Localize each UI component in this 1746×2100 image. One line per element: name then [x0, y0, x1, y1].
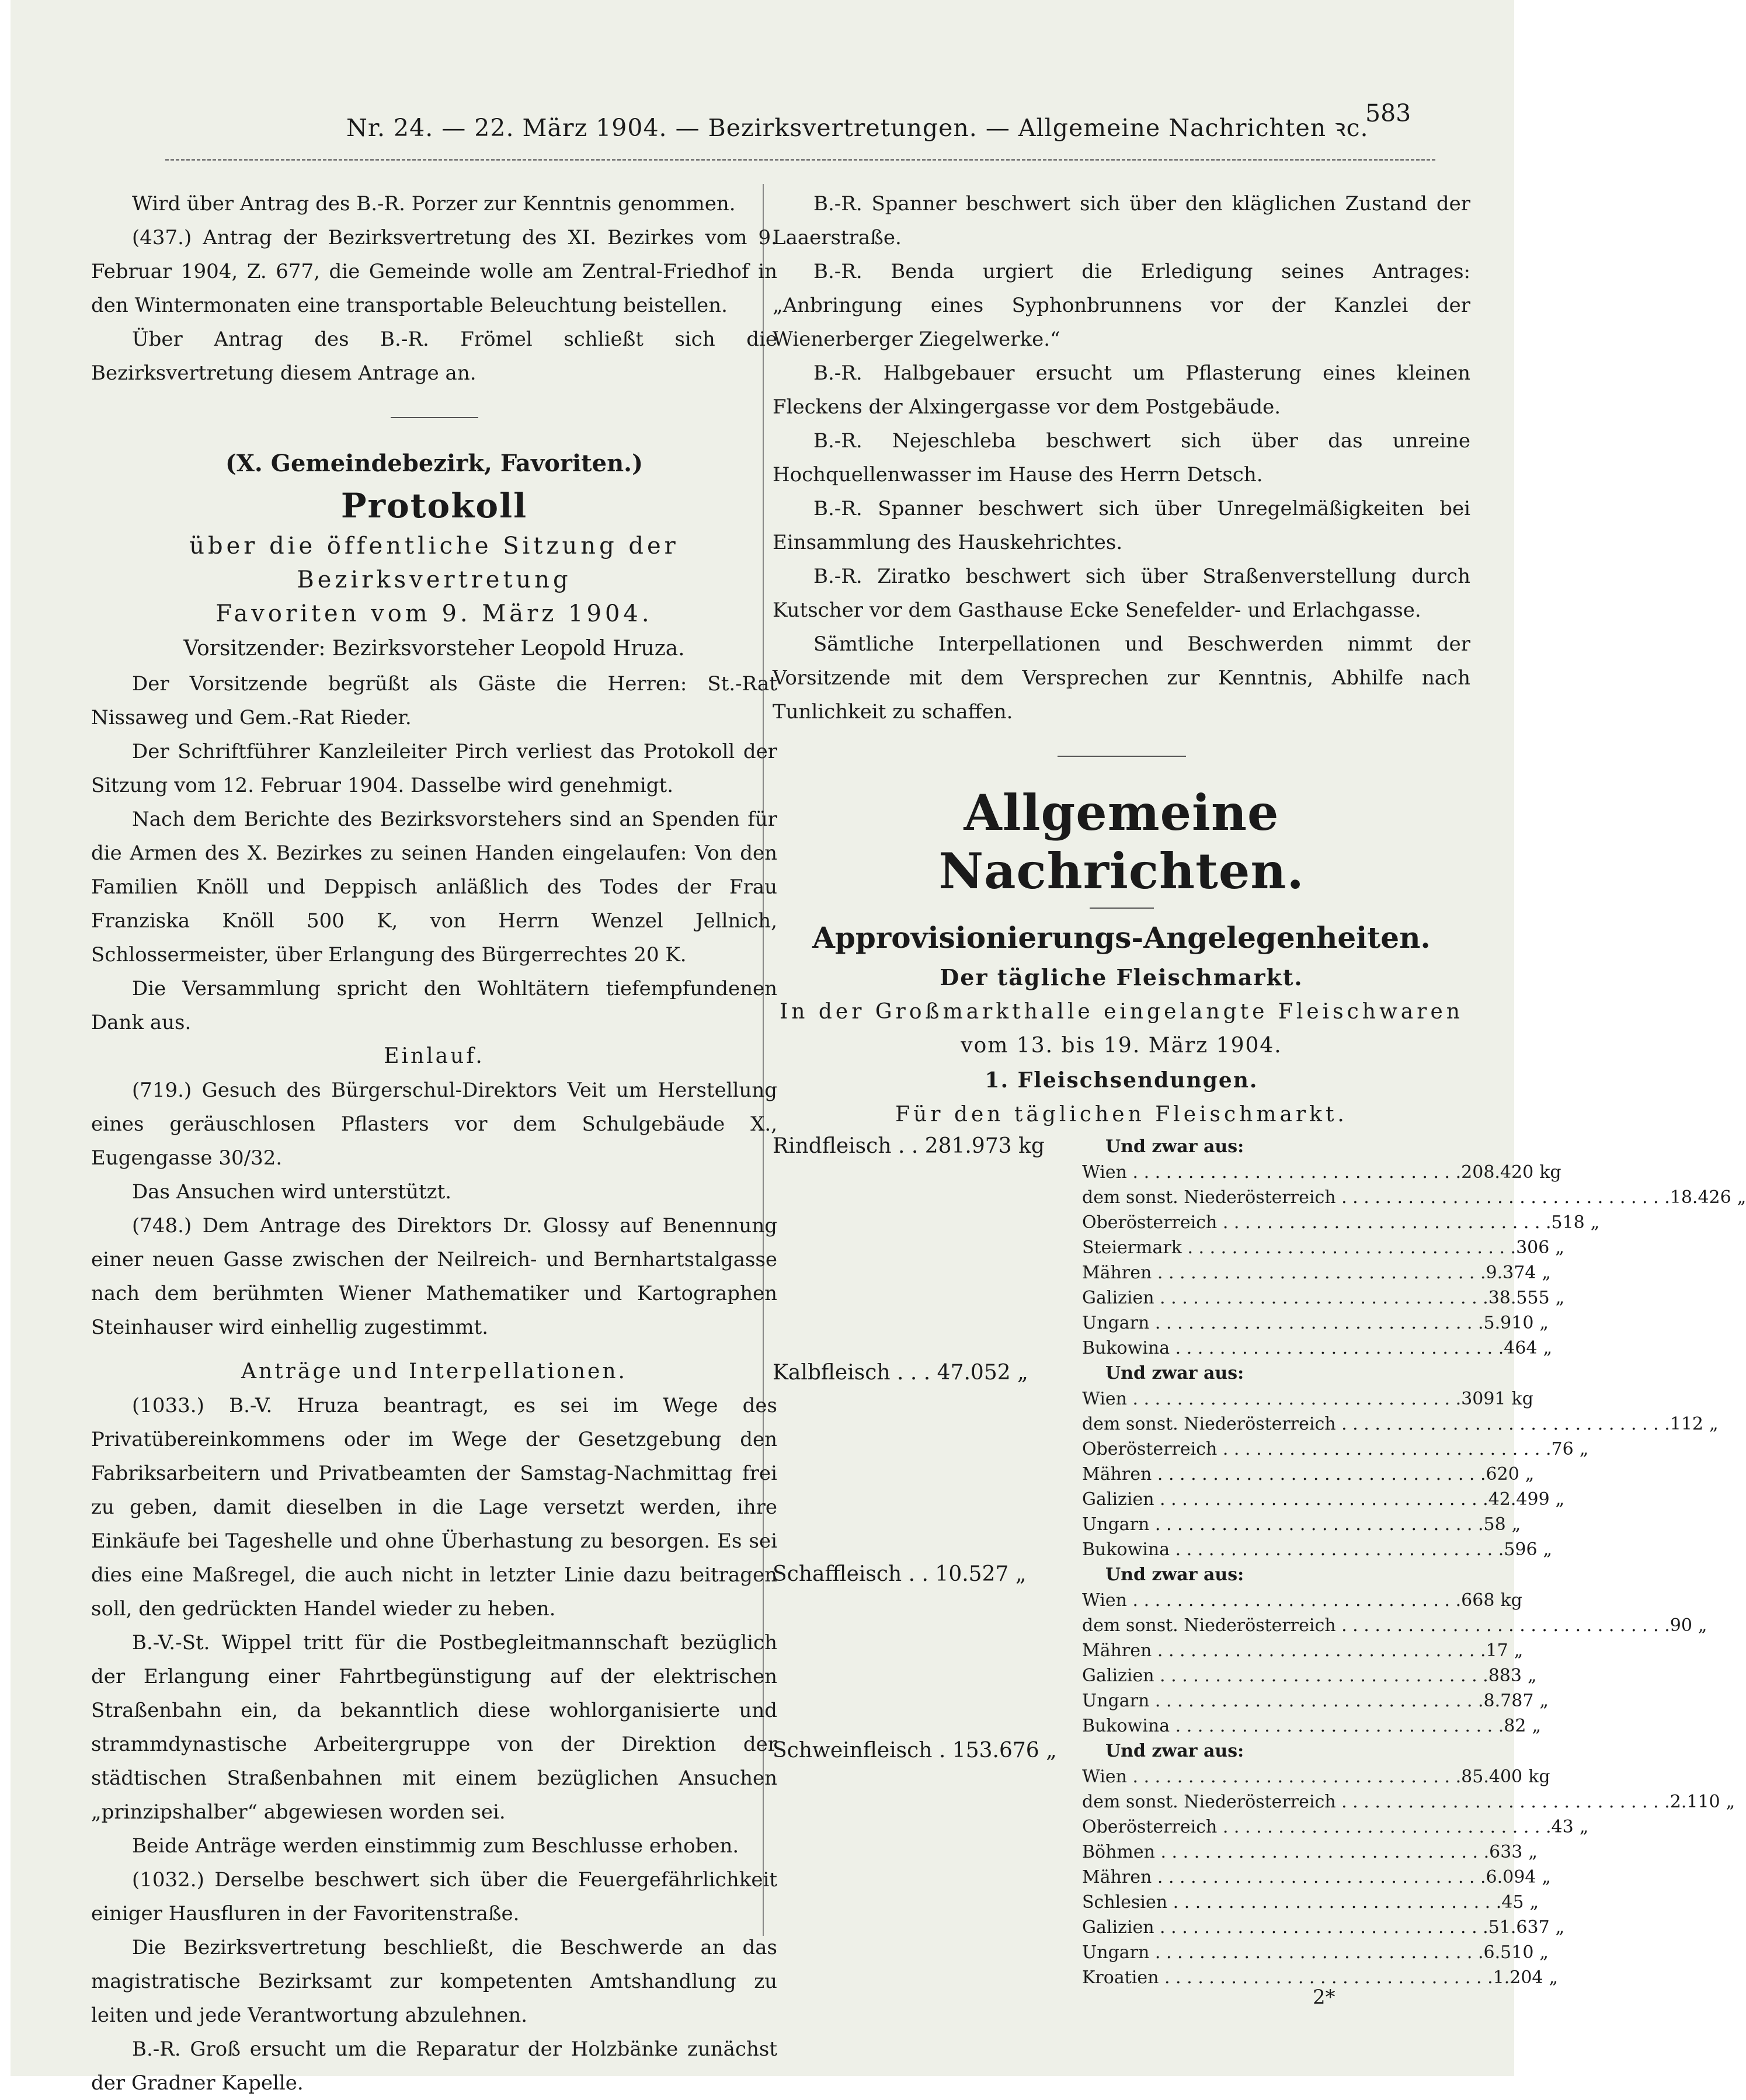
amount: 85.400	[1461, 1767, 1523, 1787]
paragraph: Das Ansuchen wird unterstützt.	[132, 1180, 452, 1204]
origin: Mähren . . .	[1082, 1865, 1486, 1890]
table-row	[1082, 1638, 1524, 1663]
origin: Oberösterreich . . .	[1082, 1814, 1552, 1840]
unit: „	[1579, 1439, 1589, 1459]
table-row	[1082, 1588, 1522, 1613]
paragraph: Über Antrag des B.-R. Frömel schließt sich die Bezirksvertretung diesem Antrage an.	[91, 328, 777, 385]
amount: 2.110	[1670, 1792, 1720, 1812]
unit: „	[1543, 1338, 1553, 1358]
origin: Ungarn . . .	[1082, 1688, 1484, 1713]
amount: 306	[1516, 1237, 1550, 1258]
origin: Galizien . . .	[1082, 1915, 1488, 1940]
paragraph: (1033.) B.-V. Hruza beantragt, es sei im Wege des Privatübereinkommens oder im Wege der Gesetzgebung den Fabriksarbeitern und Privatbeamten der Samstag-Nachmittag frei zu geben, damit dieselben in die Lage versetzt werden, ihre Einkäufe bei Tageshelle und ohne Überhastung zu besorgen. Es sei dies eine Maßregel, die auch nicht in letzter Linie dazu beitragen soll, den gedrückten Handel wieder zu heben.	[91, 1394, 777, 1621]
market-heading: Der tägliche Fleischmarkt.	[940, 964, 1303, 990]
amount: 51.637	[1488, 1917, 1550, 1938]
amount: 3091	[1461, 1389, 1506, 1409]
amount: 208.420	[1461, 1162, 1534, 1183]
amount: 82	[1504, 1716, 1526, 1736]
origin: Bukowina . . .	[1082, 1336, 1504, 1361]
news-title: Allgemeine Nachrichten.	[938, 784, 1305, 900]
origin: Wien . . .	[1082, 1764, 1461, 1789]
unit: „	[1555, 1917, 1565, 1938]
paragraph: Der Schriftführer Kanzleileiter Pirch verliest das Protokoll der Sitzung vom 12. Februar 1904. Dasselbe wird genehmigt.	[91, 740, 777, 797]
unit: „	[1555, 1288, 1565, 1308]
amount: 90	[1670, 1615, 1692, 1636]
signature-mark: 2*	[1313, 1986, 1335, 2009]
amount: 464	[1504, 1338, 1538, 1358]
table-row	[1082, 1185, 1746, 1210]
origin: dem sonst. Niederösterreich . . .	[1082, 1185, 1670, 1210]
table-row	[1082, 1411, 1719, 1437]
unit: „	[1543, 1539, 1553, 1560]
chair-line: Vorsitzender: Bezirksvorsteher Leopold Hruza.	[183, 637, 685, 660]
table-row	[1082, 1437, 1589, 1462]
paragraph: Die Bezirksvertretung beschließt, die Beschwerde an das magistratische Bezirksamt zur kompetenten Amtshandlung zu leiten und jede Verantwortung abzulehnen.	[91, 1936, 777, 2027]
origin: Steiermark . . .	[1082, 1235, 1516, 1260]
unit: „	[1532, 1716, 1541, 1736]
origin: Mähren . . .	[1082, 1260, 1486, 1285]
origin: Wien . . .	[1082, 1588, 1461, 1613]
unit: „	[1514, 1640, 1524, 1661]
unit: „	[1527, 1666, 1537, 1686]
paragraph: B.-R. Halbgebauer ersucht um Pflasterung eines kleinen Fleckens der Alxingergasse vor dem Postgebäude.	[773, 361, 1470, 419]
unit: „	[1555, 1237, 1564, 1258]
amount: 1.204	[1493, 1967, 1543, 1988]
paragraph: Der Vorsitzende begrüßt als Gäste die Herren: St.-Rat Nissaweg und Gem.-Rat Rieder.	[91, 672, 777, 729]
subsection-subheading: Für den täglichen Fleischmarkt.	[895, 1103, 1348, 1127]
market-intro-dates: vom 13. bis 19. März 1904.	[961, 1034, 1282, 1058]
paragraph: B.-R. Groß ersucht um die Reparatur der Holzbänke zunächst der Gradner Kapelle.	[91, 2038, 777, 2095]
table-row	[1082, 1613, 1707, 1638]
origin: Ungarn . . .	[1082, 1310, 1484, 1336]
market-intro: In der Großmarkthalle eingelangte Fleischwaren	[780, 1000, 1463, 1024]
origin: Bukowina . . .	[1082, 1537, 1504, 1562]
amount: 668	[1461, 1590, 1495, 1611]
meat-group	[773, 1361, 1719, 1562]
unit: kg	[1539, 1162, 1561, 1183]
origin-caption: Und zwar aus:	[1105, 1564, 1244, 1585]
paragraph: (748.) Dem Antrage des Direktors Dr. Glossy auf Benennung einer neuen Gasse zwischen der Neilreich- und Bernhartstalgasse nach dem berühmten Wiener Mathematiker und Kartographen Steinhauser wird einhellig zugestimmt.	[91, 1214, 777, 1339]
origin: dem sonst. Niederösterreich . . .	[1082, 1613, 1670, 1638]
table-row	[1082, 1764, 1550, 1789]
meat-type-total: Schaffleisch . . 10.527 „	[773, 1562, 1027, 1586]
meat-table	[773, 1134, 1746, 1990]
unit: „	[1726, 1792, 1735, 1812]
amount: 620	[1486, 1464, 1519, 1484]
origin: Wien . . .	[1082, 1386, 1461, 1411]
right-column	[773, 187, 1746, 1990]
amount: 518	[1551, 1212, 1585, 1233]
amount: 8.787	[1483, 1691, 1534, 1711]
unit: „	[1539, 1313, 1549, 1333]
section-heading-einlauf: Einlauf.	[384, 1044, 485, 1068]
origin: Oberösterreich . . .	[1082, 1437, 1552, 1462]
table-row	[1082, 1537, 1553, 1562]
amount: 112	[1670, 1414, 1703, 1434]
amount: 17	[1486, 1640, 1508, 1661]
meat-group	[773, 1739, 1735, 1990]
table-row	[1082, 1865, 1551, 1890]
unit: „	[1539, 1691, 1549, 1711]
origin-caption: Und zwar aus:	[1105, 1136, 1244, 1157]
paragraph: Beide Anträge werden einstimmig zum Beschlusse erhoben.	[132, 1834, 739, 1858]
running-header: Nr. 24. — 22. März 1904. — Bezirksvertretungen. — Allgemeine Nachrichten ꝛc.	[346, 114, 1369, 142]
amount: 45	[1501, 1892, 1524, 1913]
amount: 43	[1551, 1817, 1574, 1837]
header-rule	[165, 159, 1435, 161]
origin: dem sonst. Niederösterreich . . .	[1082, 1411, 1670, 1437]
section-heading-antraege: Anträge und Interpellationen.	[241, 1360, 627, 1383]
origin: Schlesien . . .	[1082, 1890, 1501, 1915]
table-row	[1082, 1235, 1564, 1260]
paragraph: Die Versammlung spricht den Wohltätern tiefempfundenen Dank aus.	[91, 977, 777, 1034]
paragraph: Nach dem Berichte des Bezirksvorstehers sind an Spenden für die Armen des X. Bezirkes zu seinen Handen eingelaufen: Von den Familien Knöll und Deppisch anläßlich des Todes der Frau Franziska Knöll 500 K, von Herrn Wenzel Jellnich, Schlossermeister, über Erlangung des Bürgerrechtes 20 K.	[91, 808, 777, 966]
origin: Galizien . . .	[1082, 1487, 1488, 1512]
table-row	[1082, 1890, 1539, 1915]
amount: 6.510	[1483, 1942, 1534, 1963]
unit: „	[1590, 1212, 1600, 1233]
unit: „	[1709, 1414, 1719, 1434]
meat-type-total: Schweinfleisch . 153.676 „	[773, 1739, 1057, 1762]
origin: Bukowina . . .	[1082, 1713, 1504, 1739]
paragraph: B.-R. Spanner beschwert sich über Unregelmäßigkeiten bei Einsammlung des Hauskehrichtes.	[773, 497, 1470, 554]
table-row	[1082, 1512, 1521, 1537]
paragraph: B.-R. Nejeschleba beschwert sich über das unreine Hochquellenwasser im Hause des Herrn Detsch.	[773, 429, 1470, 486]
table-row	[1082, 1713, 1541, 1739]
unit: „	[1528, 1842, 1538, 1862]
origin-caption: Und zwar aus:	[1105, 1363, 1244, 1383]
unit: „	[1511, 1514, 1521, 1535]
unit: „	[1542, 1263, 1551, 1283]
unit: „	[1579, 1817, 1589, 1837]
table-row	[1082, 1814, 1589, 1840]
origin: Ungarn . . .	[1082, 1940, 1484, 1965]
unit: „	[1555, 1489, 1565, 1510]
meat-group	[773, 1134, 1746, 1361]
origin: Kroatien . . .	[1082, 1965, 1493, 1990]
table-row	[1082, 1663, 1537, 1688]
table-row	[1082, 1210, 1600, 1235]
paragraph: B.-R. Ziratko beschwert sich über Straßenverstellung durch Kutscher vor dem Gasthause Ecke Senefelder- und Erlachgasse.	[773, 565, 1470, 622]
origin-caption: Und zwar aus:	[1105, 1741, 1244, 1761]
amount: 58	[1483, 1514, 1506, 1535]
protocol-title: Protokoll	[340, 486, 528, 526]
table-row	[1082, 1915, 1565, 1940]
table-row	[1082, 1260, 1551, 1285]
paragraph: (719.) Gesuch des Bürgerschul-Direktors Veit um Herstellung eines geräuschlosen Pflasters vor dem Schulgebäude X., Eugengasse 30/32.	[91, 1079, 777, 1170]
origin: Böhmen . . .	[1082, 1840, 1489, 1865]
section-divider	[391, 417, 478, 418]
protocol-subtitle: über die öffentliche Sitzung der Bezirksvertretung	[189, 533, 679, 593]
amount: 596	[1504, 1539, 1538, 1560]
paragraph: B.-R. Benda urgiert die Erledigung seines Antrages: „Anbringung eines Syphonbrunnens vor der Kanzlei der Wienerberger Ziegelwerke.“	[773, 260, 1470, 351]
table-row	[1082, 1386, 1533, 1411]
amount: 633	[1489, 1842, 1523, 1862]
origin: dem sonst. Niederösterreich . . .	[1082, 1789, 1670, 1814]
paragraph: B.-V.-St. Wippel tritt für die Postbegleitmannschaft bezüglich der Erlangung einer Fahrtbegünstigung auf der elektrischen Straßenbahn ein, da bekanntlich diese wohlorganisierte und strammdynastische Arbeitergruppe von der Direktion der städtischen Straßenbahnen mit einem bezüglichen Ansuchen „prinzipshalber“ abgewiesen worden sei.	[91, 1631, 777, 1824]
protocol-subtitle-date: Favoriten vom 9. März 1904.	[215, 600, 653, 627]
origin: Wien . . .	[1082, 1160, 1461, 1185]
table-row	[1082, 1965, 1559, 1990]
table-row	[1082, 1940, 1549, 1965]
meat-group	[773, 1562, 1707, 1739]
unit: kg	[1511, 1389, 1533, 1409]
table-row	[1082, 1310, 1549, 1336]
paragraph: Wird über Antrag des B.-R. Porzer zur Kenntnis genommen.	[132, 192, 736, 215]
paragraph: Sämtliche Interpellationen und Beschwerden nimmt der Vorsitzende mit dem Versprechen zur Kenntnis, Abhilfe nach Tunlichkeit zu schaffen.	[773, 632, 1470, 724]
amount: 42.499	[1488, 1489, 1550, 1510]
paragraph: B.-R. Spanner beschwert sich über den kläglichen Zustand der Laaerstraße.	[773, 192, 1470, 249]
paper-background	[11, 0, 1746, 2095]
amount: 9.374	[1486, 1263, 1536, 1283]
newspaper-page	[57, 0, 1746, 2095]
table-row	[1082, 1789, 1735, 1814]
unit: „	[1529, 1892, 1539, 1913]
table-row	[1082, 1840, 1538, 1865]
section-title: Approvisionierungs-Angelegenheiten.	[812, 920, 1431, 955]
table-row	[1082, 1336, 1553, 1361]
table-row	[1082, 1487, 1565, 1512]
unit: kg	[1500, 1590, 1522, 1611]
meat-type-total: Rindfleisch . . 281.973 kg	[773, 1134, 1045, 1158]
origin: Mähren . . .	[1082, 1462, 1486, 1487]
origin: Galizien . . .	[1082, 1663, 1488, 1688]
amount: 18.426	[1670, 1187, 1731, 1208]
amount: 38.555	[1488, 1288, 1550, 1308]
page-number: 583	[1365, 99, 1411, 127]
origin: Oberösterreich . . .	[1082, 1210, 1552, 1235]
paragraph: (437.) Antrag der Bezirksvertretung des XI. Bezirkes vom 9. Februar 1904, Z. 677, die Gemeinde wolle am Zentral-Friedhof in den Wintermonaten eine transportable Beleuchtung beistellen.	[91, 226, 777, 317]
table-row	[1082, 1462, 1535, 1487]
paragraph: (1032.) Derselbe beschwert sich über die Feuergefährlichkeit einiger Hausfluren in der Favoritenstraße.	[91, 1868, 777, 1925]
origin: Mähren . . .	[1082, 1638, 1486, 1663]
unit: „	[1737, 1187, 1746, 1208]
unit: „	[1539, 1942, 1549, 1963]
unit: „	[1525, 1464, 1535, 1484]
amount: 6.094	[1486, 1867, 1536, 1887]
meat-type-total: Kalbfleisch . . . 47.052 „	[773, 1361, 1028, 1385]
origin: Ungarn . . .	[1082, 1512, 1484, 1537]
table-row	[1082, 1688, 1549, 1713]
subsection-heading: 1. Fleischsendungen.	[985, 1068, 1258, 1093]
district-heading: (X. Gemeindebezirk, Favoriten.)	[225, 450, 644, 477]
section-divider	[1058, 756, 1186, 757]
amount: 5.910	[1483, 1313, 1534, 1333]
unit: „	[1542, 1867, 1551, 1887]
table-row	[1082, 1285, 1565, 1310]
unit: „	[1549, 1967, 1559, 1988]
amount: 76	[1551, 1439, 1574, 1459]
origin: Galizien . . .	[1082, 1285, 1488, 1310]
amount: 883	[1488, 1666, 1522, 1686]
unit: „	[1698, 1615, 1707, 1636]
left-column	[91, 187, 777, 2100]
table-row	[1082, 1160, 1561, 1185]
unit: kg	[1528, 1767, 1550, 1787]
title-divider	[1090, 908, 1154, 909]
